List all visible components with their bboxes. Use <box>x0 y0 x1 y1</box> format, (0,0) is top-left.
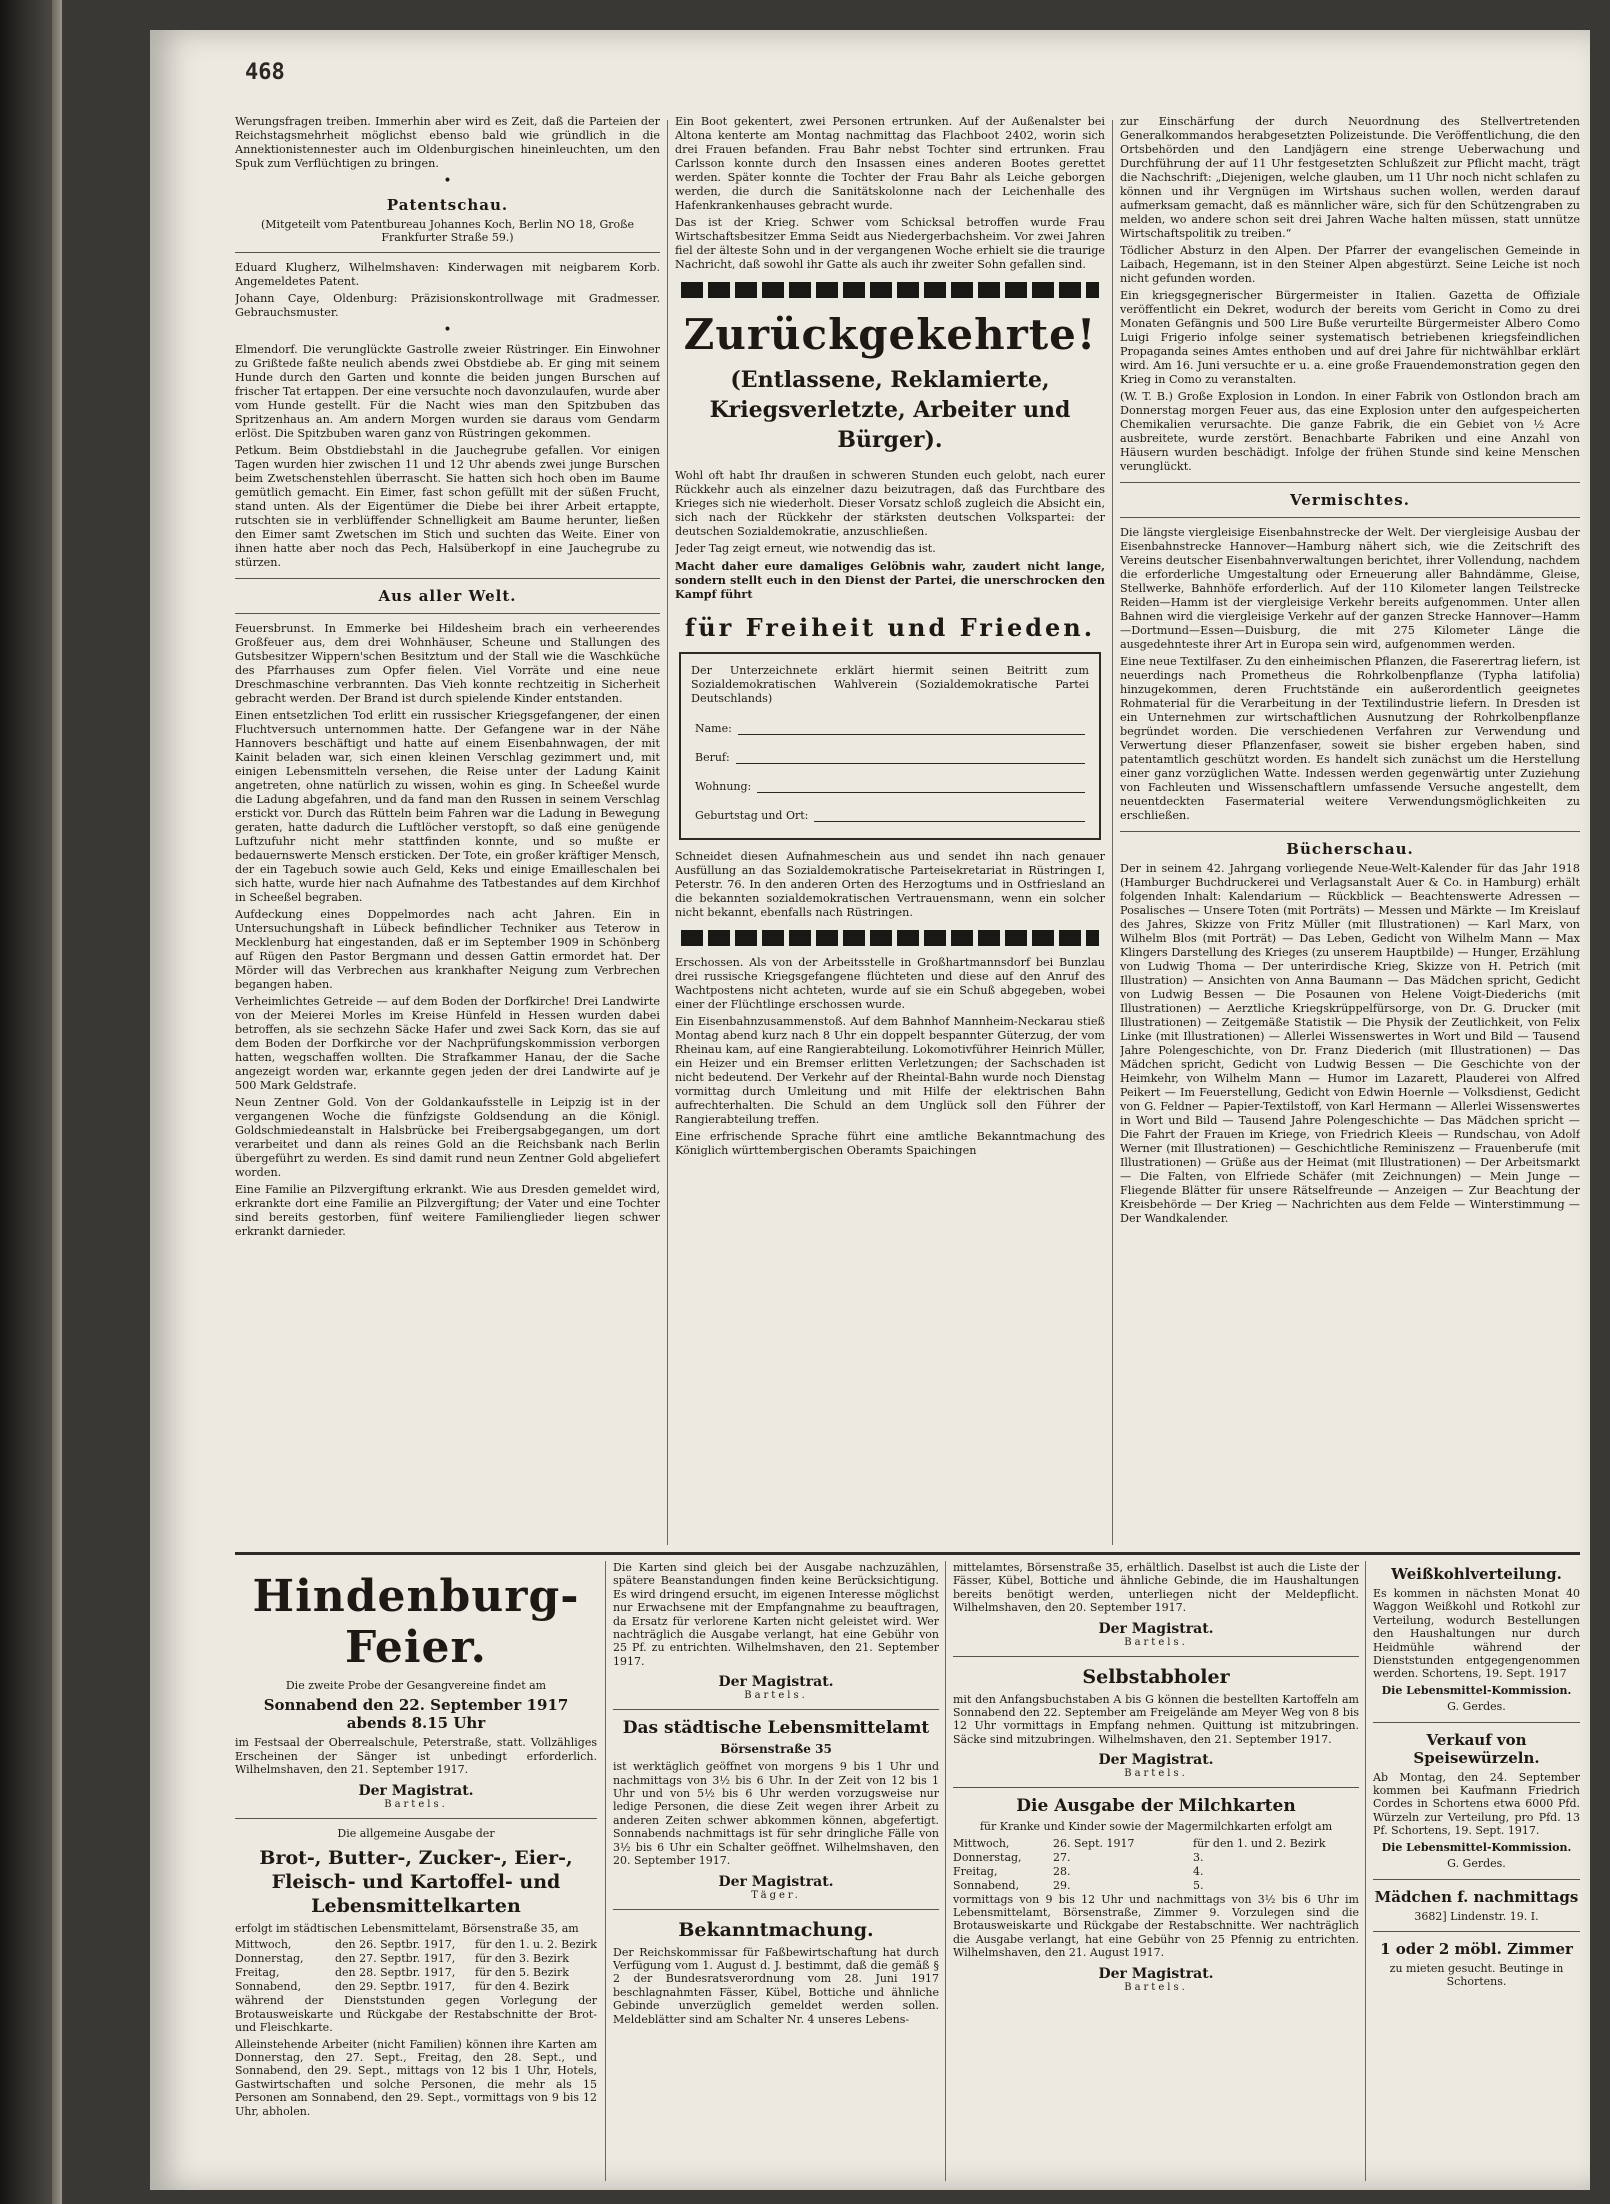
signature-name: Bartels. <box>1124 1768 1188 1780</box>
signature: Die Lebensmittel-Kommission. <box>1381 1840 1572 1854</box>
ad-headline: Weißkohlverteilung. <box>1391 1565 1562 1583</box>
paragraph: Die zweite Probe der Gesangvereine findet am <box>285 1679 547 1692</box>
table-row <box>235 1966 597 1980</box>
paragraph: Erschossen. Als von der Arbeitsstelle in Großhartmannsdorf bei Bunzlau drei russische Kriegsgefangene flüchteten und diese auf den Anruf des Wachtpostens nicht achteten, wurde auf sie ein Schuß abgegeben, wobei einer der Flüchtlinge erschossen wurde. <box>675 956 1105 1011</box>
table-cell: für den 1. u. 2. Bezirk <box>475 1938 597 1952</box>
paragraph: Eine neue Textilfaser. Zu den einheimischen Pflanzen, die Faserertrag liefern, ist neuerdings nach Prometheus die Rohrkolbenpflanze (Typha latifolia) hinzugekommen, deren Fruchtstände ein außerordentlich geeignetes Rohmaterial für die Verarbeitung in der Textilindustrie liefern. In Dresden ist ein Unternehmen zur wirtschaftlichen Ausnutzung der Rohrkolbenpflanze begründet worden. Die verschiedenen Verfahren zur Verwendung und Verwertung dieser Pflanzenfaser, soweit sie bisher ergeben haben, sind patentamtlich geschützt worden. Es handelt sich zunächst um die Herstellung einer ganz vorzüglichen Watte. Indessen werden gegenwärtig unter Zuziehung von Fachleuten und Wissenschaftlern umfassende Versuche angestellt, dem neuentdeckten Fasermaterial weitere Verwendungsmöglichkeiten zu erschließen. <box>1120 655 1580 822</box>
paragraph: mittelamtes, Börsenstraße 35, erhältlich. Daselbst ist auch die Liste der Fässer, Kübel, Bottiche und ähnliche Gebinde, die im Haushaltungen bereits benötigt werden, unterliegen nicht der Meldepflicht. Wilhelmshaven, den 20. September 1917. <box>953 1561 1359 1615</box>
ad-column-2 <box>613 1561 939 2185</box>
page-edge <box>52 0 62 2204</box>
ad-address: Börsenstraße 35 <box>720 1742 832 1757</box>
table-cell: den 29. Septbr. 1917, <box>335 1980 456 1994</box>
table-cell: Sonnabend, <box>953 1878 1020 1892</box>
paragraph: Der in seinem 42. Jahrgang vorliegende Neue-Welt-Kalender für das Jahr 1918 (Hamburger Buchdruckerei und Verlagsanstalt Auer & Co. in Hamburg) erhält folgenden Inhalt: Kalendarium — Rückblick — Beachtenswerte Adressen — Posalisches — Unsere Toten (mit Porträts) — Messen und Märkte — Im Kreislauf des Jahres, Skizze von Fritz Müller (mit Illustrationen) — Karl Marx, von Wilhelm Blos (mit Porträt) — Das Leben, Gedicht von Wilhelm Mann — Max Klingers Darstellung des Krieges (zu unserem Hauptbilde) — Hunger, Erzählung von Ludwig Thoma — Der unterirdische Krieg, Skizze von H. Petrich (mit Illustration) — Ansichten von Anna Baumann — Das Mädchen spricht, Gedicht von Ludwig Bessen — Die Posaunen von Helene Voigt-Diederichs (mit Illustrationen) — Aerztliche Kriegskrüppelfürsorge, von Dr. G. Drucker (mit Illustrationen) — Zeitgemäße Statistik — Die Physik der Zeutlichkeit, von Felix Linke (mit Illustrationen) — Allerlei Wissenswertes in Wort und Bild — Tausend Jahre Polengeschichte, von Dr. Franz Diederich (mit Illustrationen) — Das Mädchen spricht, Gedicht von Ludwig Bessen — Die Geschichte von der Heimkehr, von Wilhelm Mann — Humor im Lazarett, Plauderei von Alfred Peikert — Im Feuerstellung, Gedicht von Edwin Hoernle — Volksdienst, Gedicht von G. Feldner — Papier-Textilstoff, von Karl Hermann — Allerlei Wissenswertes in Wort und Bild — Tausend Jahre Polengeschichte — Das Mädchen spricht — Die Fahrt der Frauen im Kriege, von Friedrich Kleeis — Rundschau, von Adolf Werner (mit Illustrationen) — Geschichtliche Reminiszenz — Frauenberufe (mit Illustrationen) — Grüße aus der Heimat (mit Illustrationen) — Der Arbeitsmarkt — Die Falten, von Elfriede Schäfer (mit Zeichnungen) — Mein Junge — Fliegende Blätter für unsere Rätselfreunde — Anzeigen — Zur Beachtung der Kreisbehörde — Der Krieg — Nachrichten aus dem Felde — Winterstimmung — Der Wandkalender. <box>1120 862 1580 1225</box>
schedule-table <box>235 1938 597 1994</box>
page-number: 468 <box>245 60 285 85</box>
signature-name: Bartels. <box>744 1690 808 1702</box>
paragraph: zu mieten gesucht. Beutinge in Schortens. <box>1389 1961 1564 1989</box>
decorative-bar <box>681 282 1099 298</box>
form-label: Beruf: <box>695 751 730 764</box>
form-line[interactable] <box>736 753 1085 764</box>
table-cell: den 28. Septbr. 1917, <box>335 1966 456 1980</box>
table-row <box>953 1879 1359 1893</box>
form-field-name[interactable] <box>695 722 1085 735</box>
paragraph: Alleinstehende Arbeiter (nicht Familien) können ihre Karten am Donnerstag, den 27. Sept., Freitag, den 28. Sept., und Sonnabend, den 29. Sept., mittags von 12 bis 1 Uhr, Hotels, Gastwirtschaften und solche Personen, die mehr als 15 Personen am Sonnabend, den 29. Sept., vormittags von 9 bis 12 Uhr, abholen. <box>235 2037 597 2118</box>
table-cell: Donnerstag, <box>953 1850 1022 1864</box>
paragraph: vormittags von 9 bis 12 Uhr und nachmittags von 3½ bis 6 Uhr im Lebensmittelamt, Börsenstraße, Zimmer 9. Vorzulegen sind die Brotausweiskarte und Rückgabe der Restabschnitte. Wer nachträglich die Ausgabe verlangt, hat eine Gebühr von 25 Pfennig zu entrichten. Wilhelmshaven, den 21. August 1917. <box>953 1892 1359 1960</box>
divider <box>1373 1722 1580 1723</box>
divider <box>1120 482 1580 483</box>
decorative-bar <box>681 930 1099 946</box>
paragraph: Feuersbrunst. In Emmerke bei Hildesheim brach ein verheerendes Großfeuer aus, dem drei Wohnhäuser, Scheune und Stallungen des Gutsbesitzer Wippern'schen Besitztum und der Stall wie die Waschküche des Pfarrhauses zum Opfer fielen. Viel Vorräte und eine neue Dreschmaschine verbrannten. Das Vieh konnte rechtzeitig in Sicherheit gebracht werden. Der Brand ist durch spielende Kinder entstanden. <box>235 622 660 705</box>
paragraph: Schneidet diesen Aufnahmeschein aus und sendet ihn nach genauer Ausfüllung an das Sozialdemokratische Parteisekretariat in Rüstringen I, Peterstr. 76. In den anderen Orten des Herzogtums und in Ostfriesland an die bekannten sozialdemokratischen Vertrauensmann, wenn ein solcher nicht bekannt, ebenfalls nach Rüstringen. <box>675 850 1105 919</box>
paragraph: Tödlicher Absturz in den Alpen. Der Pfarrer der evangelischen Gemeinde in Laibach, Hegemann, ist in den Steiner Alpen abgestürzt. Seine Leiche ist noch nicht gefunden worden. <box>1120 244 1580 285</box>
table-cell: 29. <box>1053 1878 1071 1892</box>
divider <box>953 1787 1359 1788</box>
ad-column-1 <box>235 1561 597 2185</box>
signature-name: Bartels. <box>384 1798 448 1810</box>
signature: Der Magistrat. <box>1098 1965 1214 1982</box>
schedule-table <box>953 1837 1359 1893</box>
paragraph: Es kommen in nächsten Monat 40 Waggon Weißkohl und Rotkohl zur Verteilung, wodurch Bestellungen den Haushaltungen nur durch Heidmühle während der Dienststunden entgegengenommen werden. Schortens, 19. Sept. 1917 <box>1373 1587 1580 1681</box>
divider <box>1373 1879 1580 1880</box>
headline: Zurückgekehrte! <box>683 310 1097 359</box>
paragraph: Aufdeckung eines Doppelmordes nach acht Jahren. Ein in Untersuchungshaft in Lübeck befindlicher Techniker aus Teterow in Mecklenburg hat eingestanden, daß er im September 1909 in Schönberg auf Rügen den Pastor Bergmann und dessen Gattin ermordet hat. Der Mörder will das Verbrechen aus krankhafter Neigung zum Verbrechen begangen haben. <box>235 908 660 991</box>
signature-name: Bartels. <box>1124 1981 1188 1993</box>
event-date: Sonnabend den 22. September 1917 abends 8.15 Uhr <box>263 1696 569 1733</box>
section-title: Patentschau. <box>386 196 509 214</box>
table-cell: Mittwoch, <box>235 1938 292 1952</box>
section-title: Aus aller Welt. <box>378 587 517 605</box>
column-1 <box>235 115 660 1545</box>
section-title: Bücherschau. <box>1286 840 1414 858</box>
signature: Der Magistrat. <box>718 1674 834 1691</box>
paragraph: ist werktäglich geöffnet von morgens 9 bis 1 Uhr und nachmittags von 3½ bis 6 Uhr. In der Zeit von 12 bis 1 Uhr und von 5½ bis 6 Uhr werden vorzugsweise nur ledige Personen, die diese Zeit wegen ihrer Arbeit zu anderen Zeiten schwer abkommen können, abgefertigt. Sonnabends nachmittags ist für sehr dringliche Fälle von 3½ bis 6 Uhr ein Schalter geöffnet. Wilhelmshaven, den 20. September 1917. <box>613 1760 939 1868</box>
table-cell: 5. <box>1193 1878 1204 1892</box>
paragraph: Ein Eisenbahnzusammenstoß. Auf dem Bahnhof Mannheim-Neckarau stieß Montag abend kurz nach 8 Uhr ein doppelt bespannter Güterzug, der vom Rheinau kam, auf eine Rangierabteilung. Lokomotivführer Heinrich Müller, ein Heizer und ein Bremser erlitten Verletzungen; der Sachschaden ist nicht bedeutend. Der Verkehr auf der Rheintal-Bahn wurde noch Dienstag vormittag durch Umleitung und mit Hilfe der elektrischen Bahn aufrechterhalten. Die Schuld an dem Unglück soll den Führer der Rangierabteilung treffen. <box>675 1015 1105 1126</box>
table-cell: für den 5. Bezirk <box>475 1966 569 1980</box>
divider <box>235 578 660 579</box>
form-intro: Der Unterzeichnete erklärt hiermit seinen Beitritt zum Sozialdemokratischen Wahlverein (Sozialdemokratische Partei Deutschlands) <box>691 664 1089 705</box>
ad-headline: Das städtische Lebensmittelamt <box>622 1718 930 1739</box>
signature: Die Lebensmittel-Kommission. <box>1381 1683 1572 1697</box>
signature-name: Täger. <box>751 1889 801 1901</box>
classified-headline: Mädchen f. nachmittags <box>1374 1887 1579 1906</box>
separator: • <box>443 173 452 189</box>
table-cell: 4. <box>1193 1864 1204 1878</box>
divider <box>1373 1931 1580 1932</box>
paragraph: Macht daher eure damaliges Gelöbnis wahr, zaudert nicht lange, sondern stellt euch in den Dienst der Partei, die unerschrocken den Kampf führt <box>675 559 1105 601</box>
membership-form <box>679 652 1101 840</box>
table-cell: Freitag, <box>235 1966 280 1980</box>
column-2 <box>675 115 1105 1545</box>
paragraph: Eine erfrischende Sprache führt eine amtliche Bekanntmachung des Königlich württembergischen Oberamts Spaichingen <box>675 1130 1105 1157</box>
paragraph: Ab Montag, den 24. September kommen bei Kaufmann Friedrich Cordes in Schortens etwa 6000 Pfd. Würzeln zur Verteilung, pro Pfd. 13 Pf. Schortens, 19. Sept. 1917. <box>1373 1770 1580 1838</box>
paragraph: erfolgt im städtischen Lebensmittelamt, Börsenstraße 35, am <box>235 1922 579 1936</box>
paragraph: mit den Anfangsbuchstaben A bis G können die bestellten Kartoffeln am Sonnabend den 22. September am Freigelände am Meyer Weg von 8 bis 12 Uhr vormittags in Empfang nehmen. Quittung ist mitzubringen. Säcke sind mitzubringen. Wilhelmshaven, den 21. September 1917. <box>953 1692 1359 1746</box>
form-label: Name: <box>695 722 732 735</box>
paragraph: (W. T. B.) Große Explosion in London. In einer Fabrik von Ostlondon brach am Donnerstag morgen Feuer aus, das eine Explosion unter den aufgespeicherten Chemikalien verursachte. Die ganze Fabrik, die ein Gebiet von ½ Acre ausbreitete, wurde zerstört. Benachbarte Fabriken und eine Anzahl von Häusern wurden beschädigt. Infolge der frühen Stunde sind keine Menschen verunglückt. <box>1120 390 1580 473</box>
separator: • <box>443 322 452 338</box>
paragraph: Elmendorf. Die verunglückte Gastrolle zweier Rüstringer. Ein Einwohner zu Grißtede faßte neulich abends zwei Obstdiebe ab. Er ging mit seinem Hunde durch den Garten und konnte die beiden jungen Burschen auf frischer Tat ertappen. Der eine versuchte noch davonzulaufen, wurde aber vom Hunde gestellt. Für die Nacht wies man den Spitzbuben das Spritzenhaus an. Am andern Morgen wurden sie daraus vom Gendarm erlöst. Die Spitzbuben waren ganz von Rüstringen gekommen. <box>235 343 660 440</box>
signature-name: G. Gerdes. <box>1447 1857 1506 1871</box>
table-cell: für den 1. und 2. Bezirk <box>1193 1836 1326 1850</box>
ad-headline: Selbstabholer <box>1082 1665 1230 1688</box>
ad-column-4 <box>1373 1561 1580 2185</box>
table-row <box>953 1851 1359 1865</box>
form-label: Wohnung: <box>695 780 752 793</box>
form-line[interactable] <box>814 811 1085 822</box>
paragraph: 3682] Lindenstr. 19. I. <box>1414 1909 1539 1923</box>
column-divider <box>667 120 668 1545</box>
table-cell: 27. <box>1053 1850 1071 1864</box>
signature: Der Magistrat. <box>718 1873 834 1890</box>
ad-headline: Bekanntmachung. <box>678 1918 874 1941</box>
section-title: Vermischtes. <box>1290 491 1410 509</box>
paragraph: Johann Caye, Oldenburg: Präzisionskontrollwage mit Gradmesser. Gebrauchsmuster. <box>235 292 660 319</box>
table-cell: 28. <box>1053 1864 1071 1878</box>
form-label: Geburtstag und Ort: <box>695 809 809 822</box>
table-cell: für den 3. Bezirk <box>475 1952 569 1966</box>
signature: Der Magistrat. <box>358 1782 474 1799</box>
ad-headline: Die Ausgabe der Milchkarten <box>1016 1796 1296 1817</box>
paragraph: Petkum. Beim Obstdiebstahl in die Jauchegrube gefallen. Vor einigen Tagen wurden hier zwischen 11 und 12 Uhr abends zwei junge Burschen beim Zwetschenstehlen überrascht. Sie hatten sich hoch oben im Baume gemütlich gemacht. Ein Eimer, fast schon gefüllt mit der süßen Frucht, stand unten. Als der Eigentümer die Diebe bei ihrer Arbeit ertappte, rutschten sie in verblüffender Schnelligkeit am Baume herunter, ließen den Eimer samt Zwetschen im Stich und suchten das Weite. Einer von ihnen hatte aber noch das Pech, Halsüberkopf in eine Jauchegrube zu stürzen. <box>235 444 660 569</box>
section-subtitle: (Mitgeteilt vom Patentbureau Johannes Koch, Berlin NO 18, Große Frankfurter Straße 59.) <box>260 218 635 244</box>
ad-headline: Hindenburg-Feier. <box>252 1571 580 1673</box>
form-field-geburtstag[interactable] <box>695 809 1085 822</box>
column-3 <box>1120 115 1580 1545</box>
paragraph: im Festsaal der Oberrealschule, Peterstraße, statt. Vollzähliges Erscheinen der Sänger ist unbedingt erforderlich. Wilhelmshaven, den 21. September 1917. <box>235 1736 597 1777</box>
signature: Der Magistrat. <box>1098 1620 1214 1637</box>
ad-column-3 <box>953 1561 1359 2185</box>
table-row <box>953 1837 1359 1851</box>
paragraph: Wohl oft habt Ihr draußen in schweren Stunden euch gelobt, nach eurer Rückkehr auch als einzelner dazu beizutragen, daß das Furchtbare des Krieges sich nie wiederholt. Dieser Vorsatz schloß zugleich die Absicht ein, sich nach der Rückkehr der stärksten deutschen Volkspartei: der deutschen Sozialdemokratie, anzuschließen. <box>675 469 1105 538</box>
slogan: für Freiheit und Frieden. <box>684 613 1096 642</box>
paragraph: Die längste viergleisige Eisenbahnstrecke der Welt. Der viergleisige Ausbau der Eisenbahnstrecke Hannover—Hamburg nähert sich, wie die Zeitschrift des Vereins deutscher Eisenbahnverwaltungen berichtet, ihrer Vollendung, nachdem die erforderliche Umgestaltung oder Erneuerung aller Bahndämme, Gleise, Stellwerke, Bahnhöfe erforderlich. Auf der 110 Kilometer langen Teilstrecke Reiden—Hamm ist der viergleisige Verkehr bereits aufgenommen. Unter allen Bahnen wird die viergleisige Verkehr auf der ganzen Strecke Hannover—Hamm—Dortmund—Essen—Duisburg, die mit 275 Kilometer Länge die ausgedehnteste ihrer Art in Europa sein wird, aufgenommen werden. <box>1120 526 1580 651</box>
paragraph: Verheimlichtes Getreide — auf dem Boden der Dorfkirche! Drei Landwirte von der Meierei Morles im Kreise Hünfeld in Hessen wurden dabei betroffen, als sie sechzehn Säcke Hafer und zwei Sack Korn, das sie auf dem Boden der Dorfkirche vor der Nachprüfungskommission verborgen hatten, wegschaffen wollten. Die Strafkammer Hanau, der die Sache angezeigt worden war, erkannte gegen jeden der drei Landwirte auf je 500 Mark Geldstrafe. <box>235 995 660 1092</box>
table-cell: den 27. Septbr. 1917, <box>335 1952 456 1966</box>
paragraph: Jeder Tag zeigt erneut, wie notwendig das ist. <box>675 542 936 555</box>
signature: Der Magistrat. <box>1098 1752 1214 1769</box>
table-row <box>235 1938 597 1952</box>
paragraph: Ein kriegsgegnerischer Bürgermeister in Italien. Gazetta de Offiziale veröffentlicht ein Dekret, wodurch der bereits vom Gericht in Como zu drei Monaten Gefängnis und 500 Lire Buße verurteilte Bürgermeister Albero Como Luigi Frigerio infolge seiner systematisch betriebenen kriegsfeindlichen Propaganda seines Amtes enthoben und auf drei Jahre für nichtwählbar erklärt wird. Am 16. Juni versuchte er u. a. eine große Frauendemonstration gegen den Krieg in Como zu veranstalten. <box>1120 289 1580 386</box>
table-cell: 3. <box>1193 1850 1204 1864</box>
divider <box>1120 831 1580 832</box>
table-cell: den 26. Septbr. 1917, <box>335 1938 456 1952</box>
divider <box>953 1656 1359 1657</box>
signature-name: Bartels. <box>1124 1636 1188 1648</box>
paragraph: Einen entsetzlichen Tod erlitt ein russischer Kriegsgefangener, der einen Fluchtversuch unternommen hatte. Der Gefangene war in der Nähe Hannovers beschäftigt und hatte auf einem Eisenbahnwagen, der mit Kainit beladen war, sich einen kleinen Verschlag gezimmert und, mit einigen Lebensmitteln versehen, die Reise unter der Ladung Kainit angetreten, ohne natürlich zu wissen, wohin es ging. In Scheeßel wurde die Ladung abgefahren, und da fand man den Russen in seinem Verschlag erstickt vor. Durch das Rütteln beim Fahren war die Ladung in Bewegung geraten, hatte dadurch die Luftlöcher verstopft, so daß eine genügende Luftzufuhr nicht mehr stattfinden konnte, und so mußte er bedauernswerte Mensch ersticken. Der Tote, ein großer kräftiger Mensch, der ein Tagebuch sowie auch Geld, Keks und einige Emailleschalen bei sich hatte, wurde hier nach Aufnahme des Tatbestandes auf dem Kirchhof in Scheeßel begraben. <box>235 709 660 904</box>
signature-name: G. Gerdes. <box>1447 1700 1506 1714</box>
form-field-beruf[interactable] <box>695 751 1085 764</box>
column-divider <box>1112 120 1113 1545</box>
table-cell: Mittwoch, <box>953 1836 1010 1850</box>
paragraph: Eduard Klugherz, Wilhelmshaven: Kinderwagen mit neigbarem Korb. Angemeldetes Patent. <box>235 261 660 288</box>
form-field-wohnung[interactable] <box>695 780 1085 793</box>
classified-headline: 1 oder 2 möbl. Zimmer <box>1380 1939 1573 1958</box>
paragraph: während der Dienststunden gegen Vorlegung der Brotausweiskarte und Rückgabe der Restabschnitte der Brot- und Fleischkarte. <box>235 1994 597 2035</box>
paragraph: Der Reichskommissar für Faßbewirtschaftung hat durch Verfügung vom 1. August d. J. bestimmt, daß die gemäß § 2 der Bundesratsverordnung vom 28. Juni 1917 beschlagnahmten Fässer, Kübel, Bottiche und ähnliche Gebinde unverzüglich gemeldet werden sollen. Meldeblätter sind am Schalter Nr. 4 unseres Lebens- <box>613 1945 939 2026</box>
ad-headline: Brot-, Butter-, Zucker-, Eier-, Fleisch- und Kartoffel- und Lebensmittelkarten <box>259 1847 573 1918</box>
table-row <box>953 1865 1359 1879</box>
column-divider <box>605 1561 606 2181</box>
table-row <box>235 1952 597 1966</box>
paragraph: Neun Zentner Gold. Von der Goldankaufsstelle in Leipzig ist in der vergangenen Woche die fünfzigste Goldsendung an die Königl. Goldschmiedeanstalt in Halsbrücke bei Freibergsabgegangen, um dort verarbeitet und dann als reines Gold an die Reichsbank nach Berlin übergeführt zu werden. Es sind damit rund neun Zentner Gold abgeliefert worden. <box>235 1096 660 1179</box>
table-cell: Donnerstag, <box>235 1952 304 1966</box>
ad-headline: Verkauf von Speisewürzeln. <box>1413 1730 1540 1767</box>
divider <box>1120 517 1580 518</box>
book-binding <box>0 0 52 2204</box>
divider <box>613 1709 939 1710</box>
table-cell: Sonnabend, <box>235 1980 302 1994</box>
table-cell: 26. Sept. 1917 <box>1053 1836 1135 1850</box>
paragraph: zur Einschärfung der durch Neuordnung des Stellvertretenden Generalkommandos herabgesetzten Polizeistunde. Die Veröffentlichung, die den Ortsbehörden und den Landjägern eine strenge Ueberwachung und Durchführung der auf 11 Uhr festgesetzten Schlußzeit zur Pflicht macht, trägt die Nachschrift: „Diejenigen, welche glauben, um 11 Uhr noch nicht schlafen zu können und ihr Vergnügen im Wirtshaus suchen wollen, werden darauf aufmerksam gemacht, daß es männlicher wäre, sich für den Schützengraben zu melden, wo andere schon seit drei Jahren Wache halten müssen, statt unnütze Wirtschaftspolitik zu treiben.“ <box>1120 115 1580 240</box>
paragraph: Die Karten sind gleich bei der Ausgabe nachzuzählen, spätere Beanstandungen finden keine Berücksichtigung. Es wird dringend ersucht, im eigenen Interesse möglichst nur Erwachsene mit der Empfangnahme zu beauftragen, da Ersatz für verlorene Karten nicht geleistet wird. Wer nachträglich die Ausgabe verlangt, hat eine Gebühr von 25 Pf. zu entrichten. Wilhelmshaven, den 21. September 1917. <box>613 1561 939 1668</box>
divider <box>235 613 660 614</box>
divider <box>613 1909 939 1910</box>
form-line[interactable] <box>738 724 1085 735</box>
headline-subtitle: (Entlassene, Reklamierte, Kriegsverletzte, Arbeiter und Bürger). <box>709 367 1071 453</box>
table-cell: Freitag, <box>953 1864 998 1878</box>
form-line[interactable] <box>757 782 1085 793</box>
newspaper-page <box>150 30 1590 2190</box>
paragraph: Ein Boot gekentert, zwei Personen ertrunken. Auf der Außenalster bei Altona kenterte am Montag nachmittag das Flachboot 2402, worin sich drei Frauen befanden. Frau Bahr nebst Tochter sind ertrunken. Frau Carlsson konnte durch den Insassen eines anderen Bootes gerettet werden. Später konnte die Tochter der Frau Bahr als Leiche geborgen werden, die durch die Sanitätskolonne nach der Leichenhalle des Hafenkrankenhauses gebracht wurde. <box>675 115 1105 212</box>
table-row <box>235 1980 597 1994</box>
paragraph: Die allgemeine Ausgabe der <box>337 1826 495 1840</box>
paragraph: Das ist der Krieg. Schwer vom Schicksal betroffen wurde Frau Wirtschaftsbesitzer Emma Seidt aus Niedergerbachsheim. Vor zwei Jahren fiel der älteste Sohn und in der vergangenen Woche erhielt sie die traurige Nachricht, daß sowohl ihr Gatte als auch ihr zweiter Sohn gefallen sind. <box>675 216 1105 271</box>
advertisement-section <box>235 1552 1580 2185</box>
paragraph: Eine Familie an Pilzvergiftung erkrankt. Wie aus Dresden gemeldet wird, erkrankte dort eine Familie an Pilzvergiftung; der Vater und eine Tochter sind bereits gestorben, fünf weitere Familienglieder liegen schwer erkrankt darnieder. <box>235 1183 660 1238</box>
paragraph: für Kranke und Kinder sowie der Magermilchkarten erfolgt am <box>979 1820 1333 1834</box>
paragraph: Werungsfragen treiben. Immerhin aber wird es Zeit, daß die Parteien der Reichstagsmehrheit möglichst ebenso bald wie gründlich in die Annektionistennester auch im Oldenburgischen hineinleuchten, um den Spuk zum Verflüchtigen zu bringen. <box>235 115 660 170</box>
divider <box>235 252 660 253</box>
divider <box>235 1818 597 1819</box>
column-divider <box>1365 1561 1366 2181</box>
column-divider <box>945 1561 946 2181</box>
table-cell: für den 4. Bezirk <box>475 1980 569 1994</box>
